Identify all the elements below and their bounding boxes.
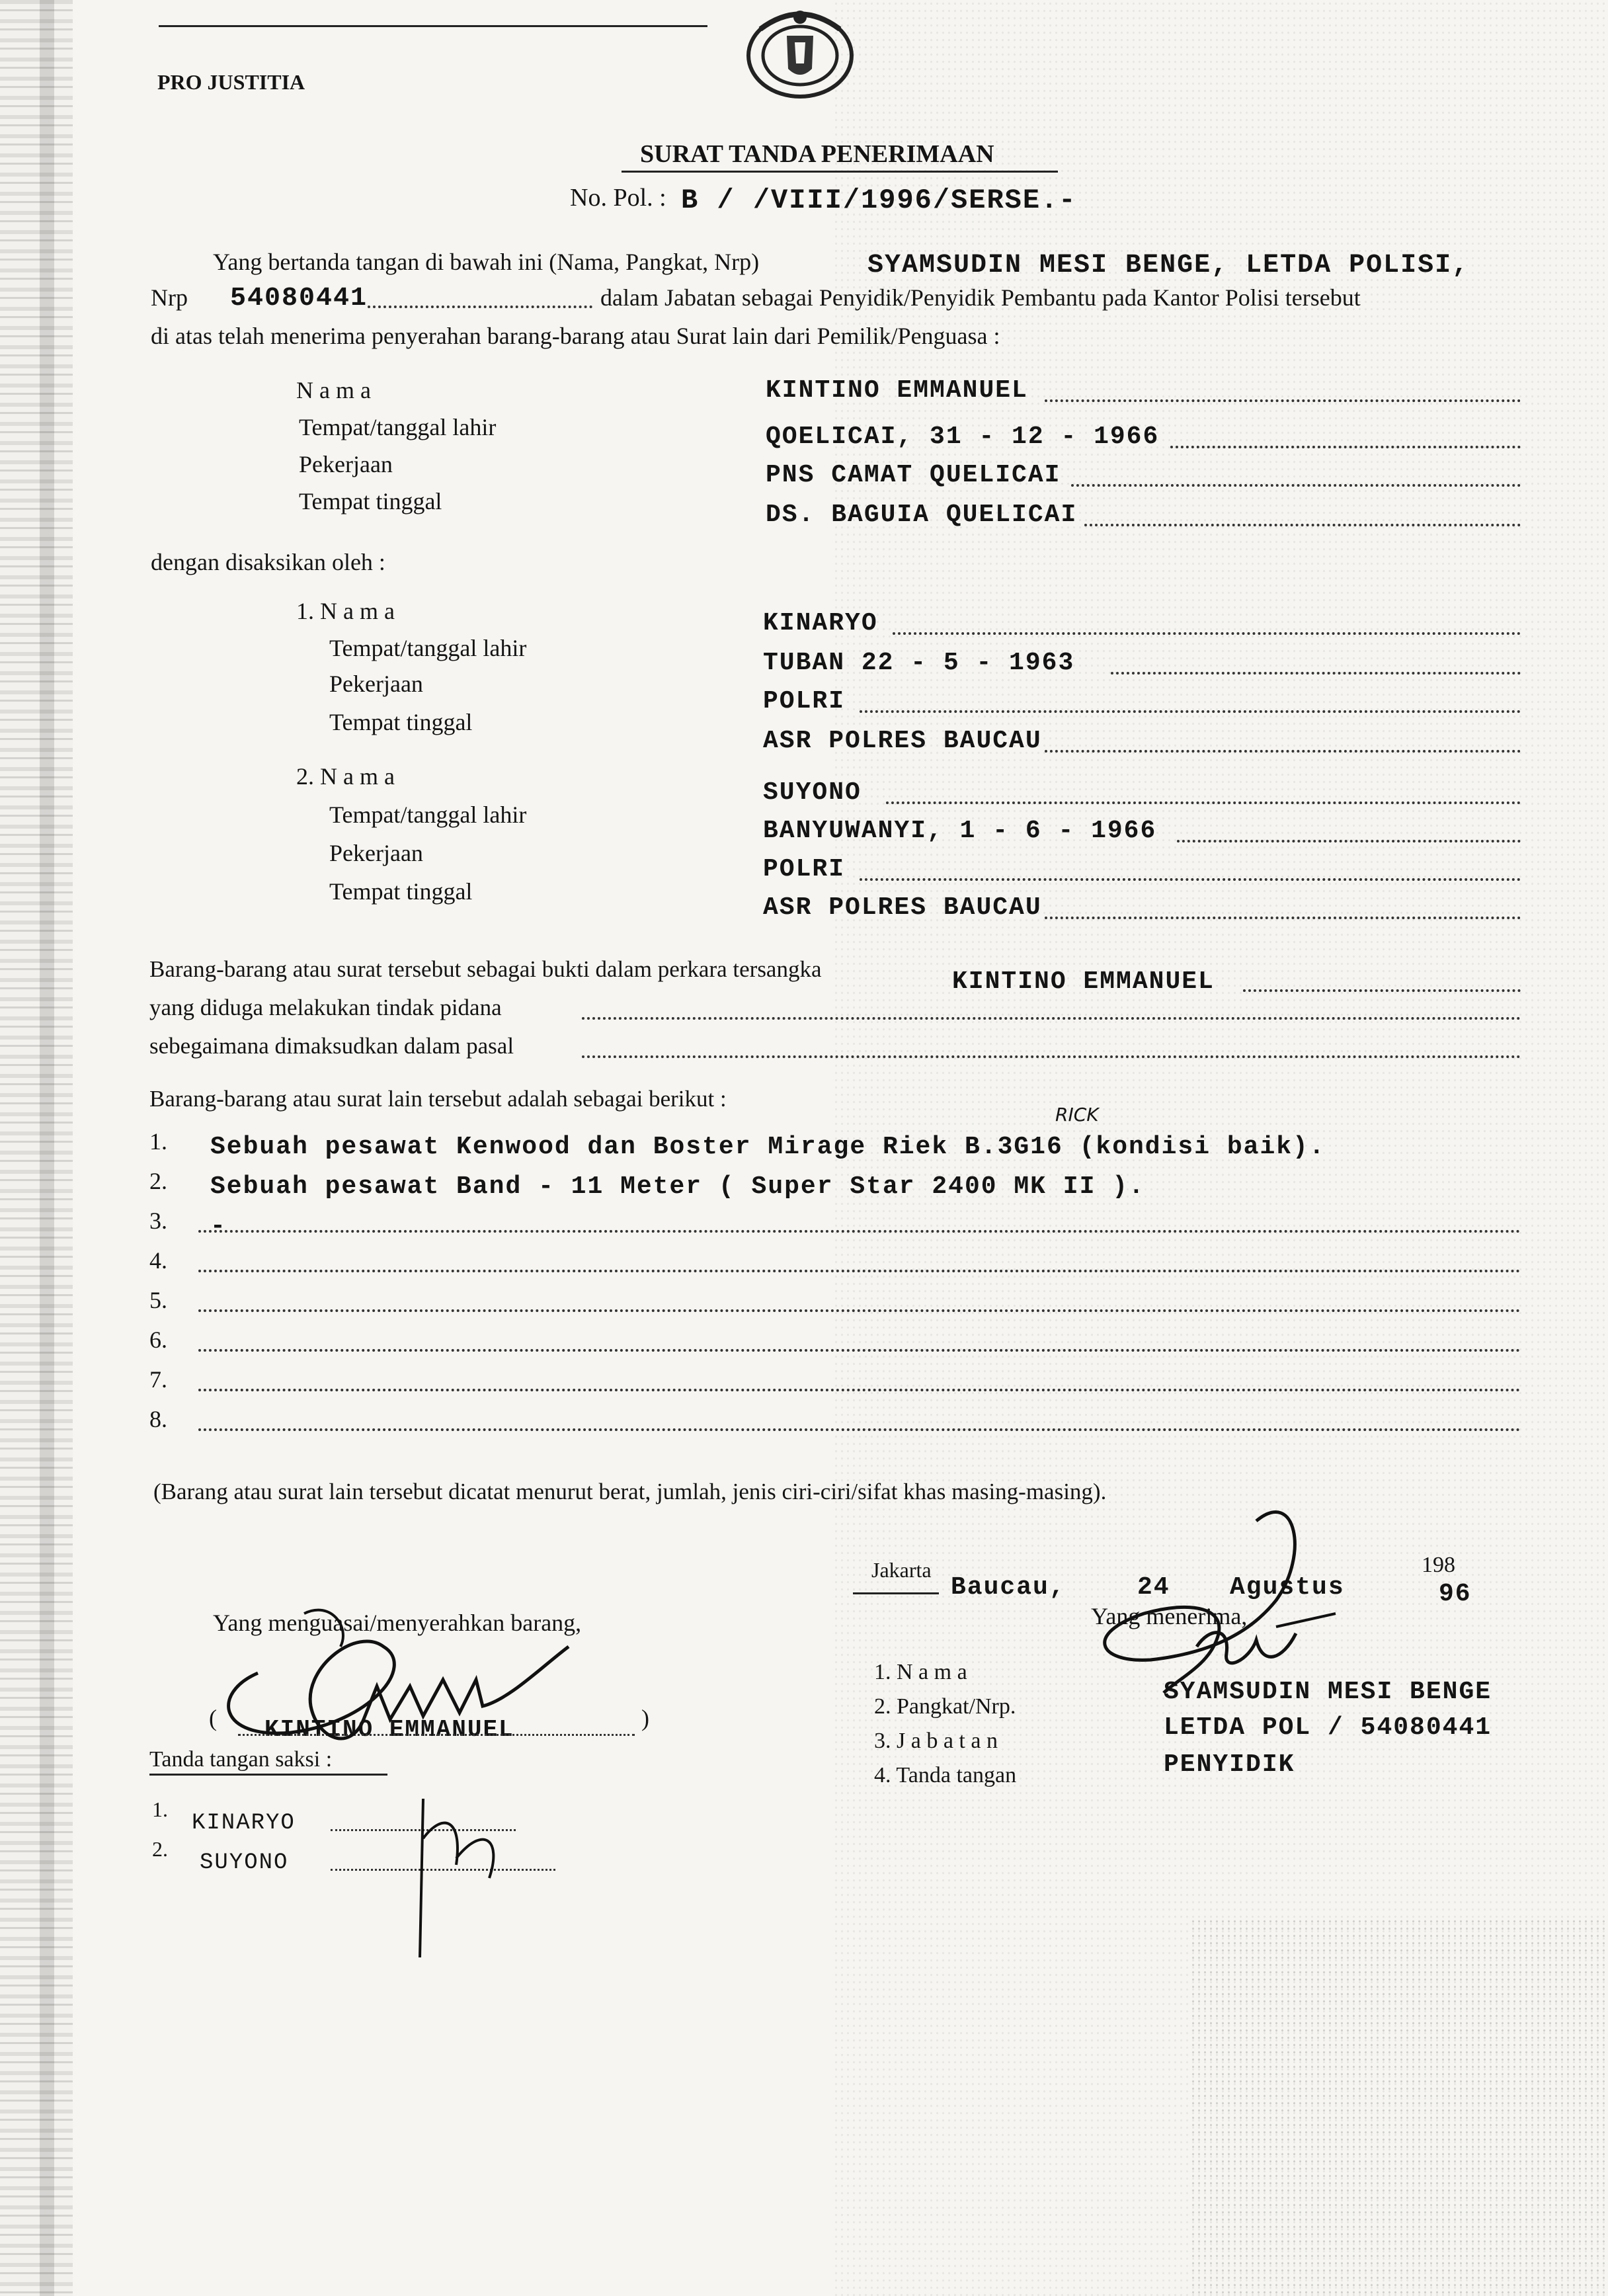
right-sign-caption: Yang menerima,	[1091, 1603, 1248, 1629]
item-number-1: 1.	[149, 1128, 167, 1155]
item-value-3: -	[210, 1212, 227, 1241]
scan-speckle-corner	[1190, 1918, 1608, 2296]
item-value-1: Sebuah pesawat Kenwood dan Boster Mirage Riek B.3G16 (kondisi baik).	[210, 1133, 1326, 1161]
item-number-7: 7.	[149, 1366, 167, 1393]
date-month: Agustus	[1230, 1573, 1345, 1602]
witness1-dots-2	[1111, 672, 1521, 675]
witness2-address-label: Tempat tinggal	[329, 878, 473, 905]
typed-year: 96	[1439, 1580, 1472, 1608]
left-sign-close-paren: )	[641, 1705, 649, 1731]
case-line-4: Barang-barang atau surat lain tersebut adalah sebagai berikut :	[149, 1086, 727, 1112]
case-line-3: sebegaimana dimaksudkan dalam pasal	[149, 1033, 514, 1059]
item-dots-7	[198, 1389, 1521, 1391]
owner-dots-3	[1071, 484, 1521, 487]
witness1-job-value: POLRI	[763, 687, 846, 716]
top-rule	[159, 25, 707, 27]
witness2-birth-value: BANYUWANYI, 1 - 6 - 1966	[763, 817, 1157, 845]
recipient-signature-icon	[1058, 1495, 1402, 1733]
printed-year: 198	[1422, 1553, 1455, 1577]
city-underline	[853, 1592, 939, 1594]
item-number-3: 3.	[149, 1208, 167, 1234]
items-note: (Barang atau surat lain tersebut dicatat menurut berat, jumlah, jenis ciri-ciri/sifat khas masing-masing).	[153, 1479, 1107, 1504]
witness-sign-number-1: 1.	[152, 1797, 168, 1821]
item-dots-8	[198, 1428, 1521, 1431]
witness2-job-label: Pekerjaan	[329, 840, 423, 866]
witness2-dots-1	[886, 801, 1521, 804]
scan-edge-noise	[0, 0, 73, 2296]
officer-name-rank: SYAMSUDIN MESI BENGE, LETDA POLISI,	[867, 251, 1470, 280]
witness-signature-icon	[370, 1785, 569, 1971]
item-number-6: 6.	[149, 1327, 167, 1353]
witness1-dots-4	[1045, 750, 1521, 753]
owner-signature-icon	[198, 1587, 661, 1759]
witness2-address-value: ASR POLRES BAUCAU	[763, 893, 1042, 922]
witness-sign-underline	[149, 1774, 387, 1776]
right-field-value-3: PENYIDIK	[1164, 1750, 1295, 1779]
no-pol-label: No. Pol. :	[570, 184, 666, 212]
nrp-value: 54080441	[230, 284, 368, 313]
right-field-value-2: LETDA POL / 54080441	[1164, 1713, 1492, 1742]
witness2-dots-2	[1177, 840, 1521, 842]
owner-birth-value: QOELICAI, 31 - 12 - 1966	[766, 423, 1160, 451]
typed-city: Baucau,	[951, 1573, 1066, 1602]
owner-dots-1	[1045, 399, 1521, 402]
witness-sign-caption: Tanda tangan saksi :	[149, 1747, 333, 1772]
case-dots-3	[582, 1055, 1521, 1058]
witness1-address-label: Tempat tinggal	[329, 709, 473, 735]
right-field-value-1: SYAMSUDIN MESI BENGE	[1164, 1678, 1492, 1706]
intro-line-1: Yang bertanda tangan di bawah ini (Nama, Pangkat, Nrp)	[213, 249, 760, 275]
witness1-dots-3	[860, 710, 1521, 713]
item-dots-6	[198, 1349, 1521, 1352]
item-number-4: 4.	[149, 1247, 167, 1274]
case-line-2: yang diduga melakukan tindak pidana	[149, 995, 502, 1020]
witness2-name-label: 2. N a m a	[296, 763, 395, 790]
witness1-address-value: ASR POLRES BAUCAU	[763, 727, 1042, 755]
nrp-dots	[368, 306, 592, 308]
witness-sign-name-2: SUYONO	[200, 1850, 289, 1875]
item-number-2: 2.	[149, 1168, 167, 1194]
case-dots-2	[582, 1017, 1521, 1020]
owner-dots-4	[1084, 524, 1521, 526]
owner-job-label: Pekerjaan	[299, 451, 393, 477]
item-dots-5	[198, 1309, 1521, 1312]
left-sign-open-paren: (	[209, 1705, 217, 1731]
witness1-job-label: Pekerjaan	[329, 671, 423, 697]
witness1-birth-value: TUBAN 22 - 5 - 1963	[763, 649, 1075, 677]
witness2-dots-4	[1045, 917, 1521, 919]
witness1-name-value: KINARYO	[763, 609, 878, 637]
handwritten-correction: RICK	[1055, 1104, 1099, 1126]
witness2-birth-label: Tempat/tanggal lahir	[329, 801, 527, 828]
right-field-label-4: 4. Tanda tangan	[874, 1763, 1017, 1787]
pro-justitia-label: PRO JUSTITIA	[157, 70, 305, 94]
owner-name-value: KINTINO EMMANUEL	[766, 376, 1028, 405]
left-sign-caption: Yang menguasai/menyerahkan barang,	[213, 1610, 582, 1636]
left-sign-name: KINTINO EMMANUEL	[264, 1716, 514, 1743]
title-underline	[622, 171, 1058, 173]
scan-edge-shadow	[40, 0, 54, 2296]
witness1-name-label: 1. N a m a	[296, 598, 395, 624]
witness2-job-value: POLRI	[763, 855, 846, 883]
case-dots-1	[1243, 989, 1521, 992]
owner-address-label: Tempat tinggal	[299, 488, 442, 514]
owner-job-value: PNS CAMAT QUELICAI	[766, 461, 1061, 489]
page-title: SURAT TANDA PENERIMAAN	[640, 140, 994, 168]
intro-line-2: dalam Jabatan sebagai Penyidik/Penyidik Pembantu pada Kantor Polisi tersebut	[600, 284, 1361, 311]
item-dots-3	[198, 1230, 1521, 1233]
right-field-label-3: 3. J a b a t a n	[874, 1729, 998, 1753]
intro-line-3: di atas telah menerima penyerahan barang-barang atau Surat lain dari Pemilik/Penguasa :	[151, 323, 1000, 349]
printed-city: Jakarta	[871, 1558, 932, 1582]
witness-sign-number-2: 2.	[152, 1837, 168, 1861]
right-field-label-1: 1. N a m a	[874, 1660, 967, 1684]
nrp-label: Nrp	[151, 284, 188, 311]
witness2-name-value: SUYONO	[763, 778, 862, 807]
witness1-dots-1	[893, 632, 1521, 635]
item-dots-4	[198, 1270, 1521, 1272]
item-value-2: Sebuah pesawat Band - 11 Meter ( Super Star 2400 MK II ).	[210, 1172, 1145, 1201]
item-number-8: 8.	[149, 1406, 167, 1432]
item-number-5: 5.	[149, 1287, 167, 1313]
no-pol-value: B / /VIII/1996/SERSE.-	[681, 184, 1077, 216]
date-day: 24	[1137, 1573, 1170, 1602]
witness-sign-name-1: KINARYO	[192, 1811, 296, 1836]
owner-name-label: N a m a	[296, 377, 371, 403]
owner-birth-label: Tempat/tanggal lahir	[299, 414, 497, 440]
right-field-label-2: 2. Pangkat/Nrp.	[874, 1694, 1016, 1719]
witness-intro: dengan disaksikan oleh :	[151, 549, 385, 575]
owner-dots-2	[1170, 446, 1521, 448]
witness2-dots-3	[860, 878, 1521, 881]
owner-address-value: DS. BAGUIA QUELICAI	[766, 501, 1078, 529]
case-line-1: Barang-barang atau surat tersebut sebagai bukti dalam perkara tersangka	[149, 956, 822, 982]
witness1-birth-label: Tempat/tanggal lahir	[329, 635, 527, 661]
suspect-name: KINTINO EMMANUEL	[952, 967, 1215, 996]
police-emblem-icon	[741, 3, 860, 102]
